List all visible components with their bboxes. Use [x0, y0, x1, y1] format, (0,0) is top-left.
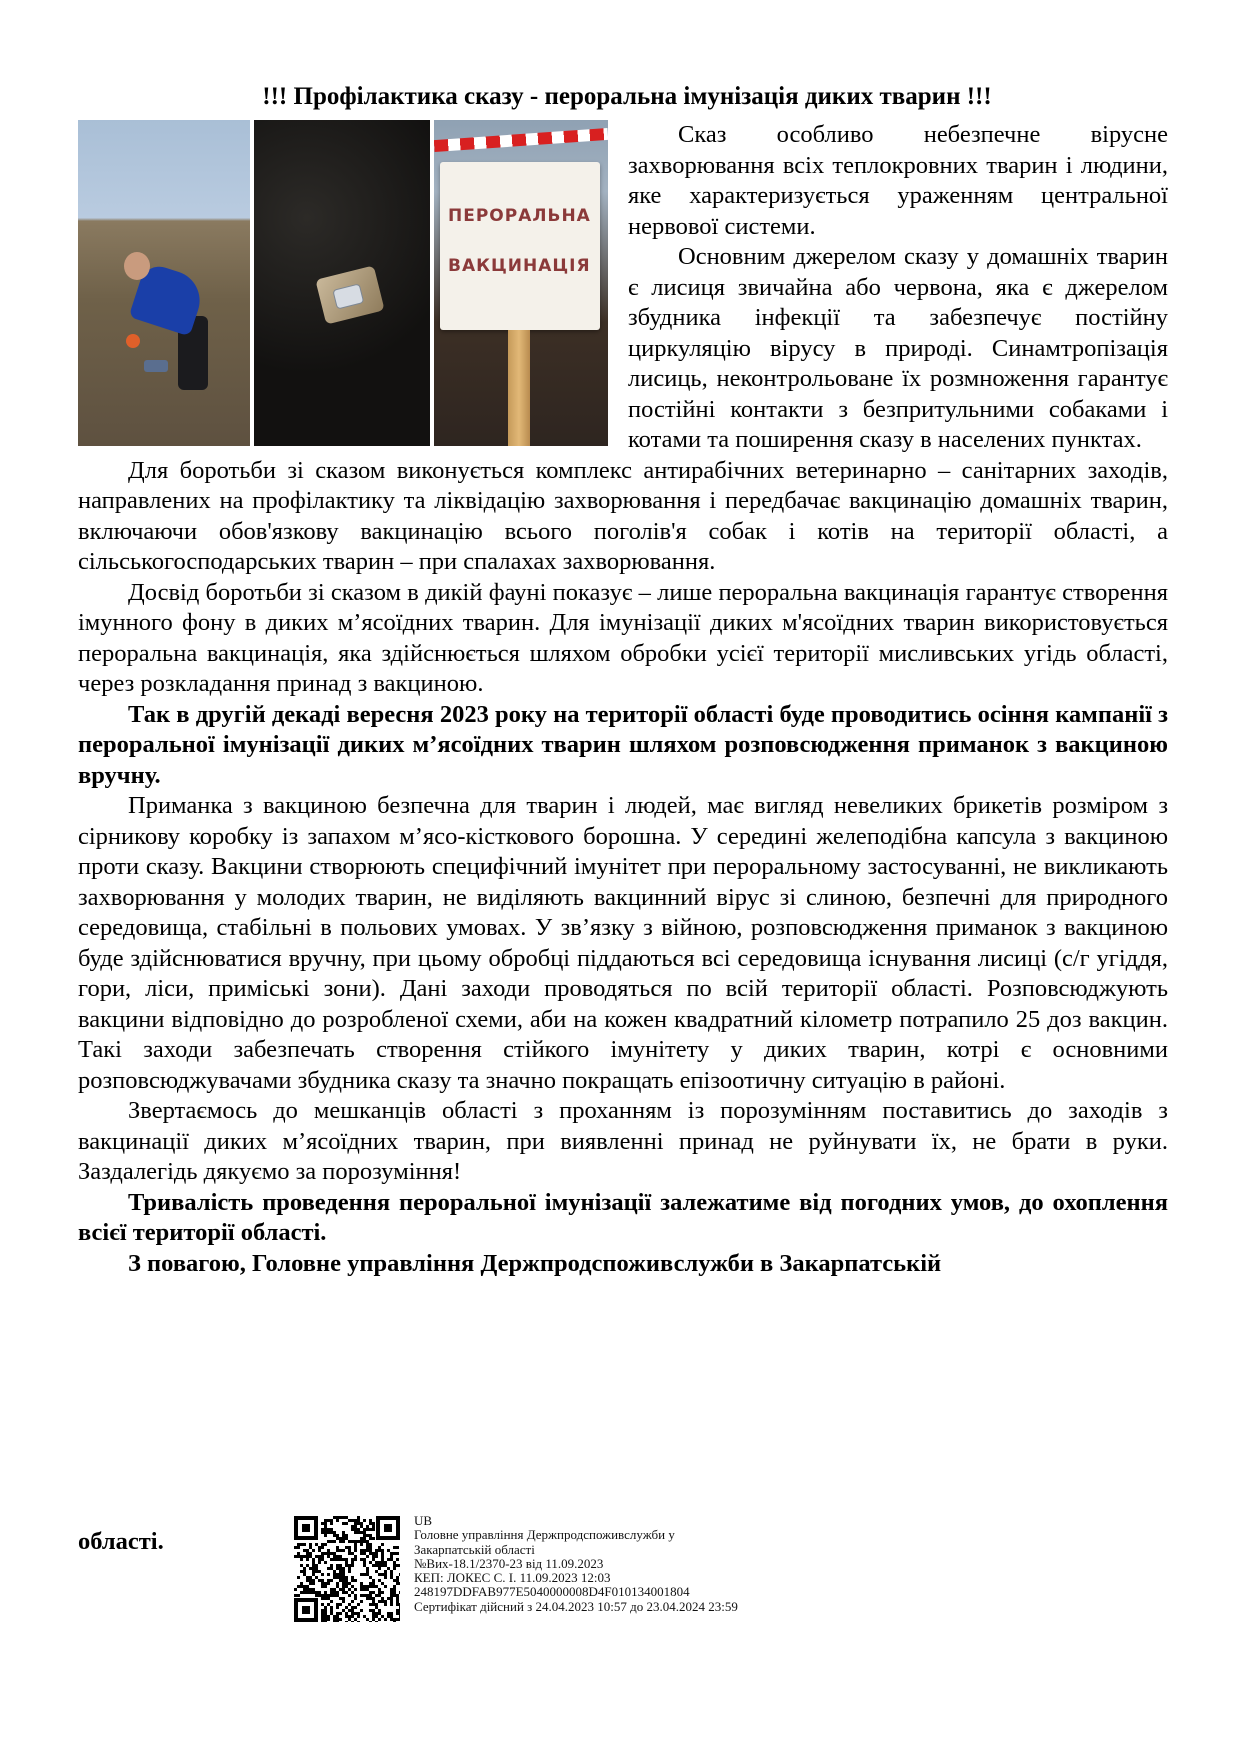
e-signature-block — [294, 1513, 814, 1626]
photo-vaccination-sign — [434, 120, 608, 446]
paragraph-intro: Сказ особливо небезпечне вірусне захворювання всіх теплокровних тварин і людини, яке характеризується ураженням центральної нервової системи. — [628, 121, 1168, 240]
paragraph-campaign: Так в другій декаді вересня 2023 року на території області буде проводитись осіння кампанії з пероральної імунізації диких м’ясоїдних тварин шляхом розповсюдження приманок з вакциною вручну. — [78, 700, 1168, 789]
glove — [126, 334, 140, 348]
photo-person-in-field — [78, 120, 250, 446]
document-title: !!! Профілактика сказу - пероральна імунізація диких тварин !!! — [262, 83, 992, 110]
paragraph-signoff: З повагою, Головне управління Держпродспоживслужби в Закарпатській — [128, 1249, 942, 1277]
document-page — [78, 80, 1168, 1279]
paragraph-experience: Досвід боротьби зі сказом в дикій фауні показує – лише пероральна вакцинація гарантує створення імунного фону в диких м’ясоїдних тварин. Для імунізації диких м'ясоїдних тварин використовується пероральна вакцинація, яка здійснюється шляхом обробки усієї території мисливських угідь області, через розкладання принад з вакциною. — [78, 578, 1168, 697]
stamp-line: 248197DDFAB977E5040000008D4F010134001804 — [414, 1584, 690, 1600]
sign-board — [440, 162, 600, 330]
stamp-line: Закарпатській області — [414, 1541, 535, 1557]
sign-text-line2: ВАКЦИНАЦІЯ — [448, 256, 591, 276]
stamp-line: UB — [414, 1513, 433, 1528]
paragraph-source: Основним джерелом сказу у домашніх тварин є лисиця звичайна або червона, яка є джерелом збудника інфекції та забезпечує постійну циркуляцію вірусу в природі. Синамтропізація лисиць, неконтрольоване їх розмноження гарантує постійні контакти з безпритульними собаками і котами та поширення сказу в населених пунктах. — [628, 243, 1168, 453]
stamp-line: №Вих-18.1/2370-23 від 11.09.2023 — [414, 1555, 604, 1571]
signature-stamp-text — [414, 1514, 738, 1614]
paragraph-measures: Для боротьби зі сказом виконується комплекс антирабічних ветеринарно – санітарних заходів, направлених на профілактику та ліквідацію захворювання і передбачає вакцинацію домашніх тварин, включаючи обов'язкову вакцинацію всього поголів'я собак і котів на території області, а сільськогосподарських тварин – при спалахах захворювання. — [78, 456, 1168, 575]
signoff-tail: області. — [78, 1528, 164, 1555]
person-head — [124, 252, 150, 280]
stamp-line: Сертифікат дійсний з 24.04.2023 10:57 до 23.04.2024 23:59 — [414, 1598, 738, 1614]
photo-bait-on-soil — [254, 120, 430, 446]
bait-briquette — [315, 265, 384, 324]
stamp-line: Головне управління Держпродспоживслужби у — [414, 1527, 675, 1543]
sign-post — [508, 330, 530, 446]
photo-collage — [78, 120, 608, 446]
warning-tape — [434, 128, 608, 152]
stamp-line: КЕП: ЛОКЕС С. І. 11.09.2023 12:03 — [414, 1570, 611, 1586]
qr-code-icon — [294, 1516, 400, 1622]
sign-text-line1: ПЕРОРАЛЬНА — [448, 206, 591, 226]
paragraph-bait-description: Приманка з вакциною безпечна для тварин і людей, має вигляд невеликих брикетів розміром з сірникову коробку із запахом м’ясо-кісткового борошна. У середині желеподібна капсула з вакциною проти сказу. Вакцини створюють специфічний імунітет при пероральному застосуванні, не викликають захворювання у молодих тварин, не виділяють вакцинний вірус зі слиною, безпечні для природного середовища, стабільні в польових умовах. У зв’язку з війною, розповсюдження приманок з вакциною буде здійснюватися вручну, при цьому обробці піддаються всі середовища існування лисиці (с/г угіддя, гори, ліси, приміські зони). Дані заходи проводяться по всій території області. Розповсюджують вакцини відповідно до розробленої схеми, аби на кожен квадратний кілометр потрапило 25 доз вакцин. Такі заходи забезпечать створення стійкого імунітету у диких тварин, котрі є основними розповсюджувачами збудника сказу та значно покращать епізоотичну ситуацію в районі. — [78, 792, 1168, 1094]
paragraph-appeal: Звертаємось до мешканців області з проханням із порозумінням поставитись до заходів з вакцинації диких м’ясоїдних тварин, при виявленні принад не руйнувати їх, не брати в руки. Заздалегідь дякуємо за порозуміння! — [78, 1097, 1168, 1185]
vaccine-capsule — [332, 283, 364, 309]
bait-packets — [144, 360, 168, 372]
paragraph-duration: Тривалість проведення пероральної імунізації залежатиме від погодних умов, до охоплення всієї території області. — [78, 1188, 1168, 1246]
